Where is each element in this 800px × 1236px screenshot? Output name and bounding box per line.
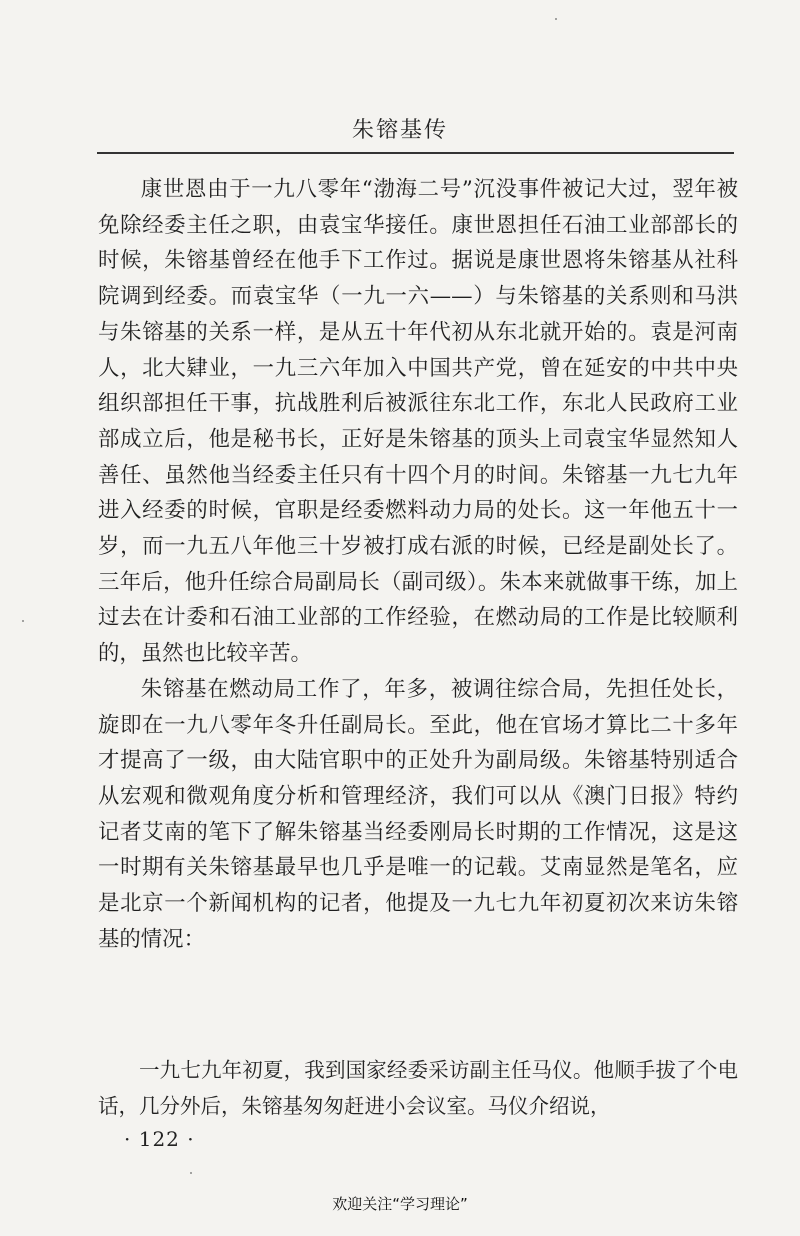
scan-speck (555, 18, 557, 20)
footer-note: 欢迎关注“学习理论” (332, 1195, 468, 1213)
block-quote (98, 1052, 738, 1124)
body-text (98, 172, 738, 957)
header-rule (97, 152, 734, 154)
running-title: 朱镕基传 (351, 118, 448, 143)
paragraph: 康世恩由于一九八零年“渤海二号”沉没事件被记大过，翌年被免除经委主任之职，由袁宝华接任。康世恩担任石油工业部部长的时候，朱镕基曾经在他手下工作过。据说是康世恩将朱镕基从社科院调到经委。而袁宝华（一九一六——）与朱镕基的关系则和马洪与朱镕基的关系一样，是从五十年代初从东北就开始的。袁是河南人，北大肄业，一九三六年加入中国共产党，曾在延安的中共中央组织部担任干事，抗战胜利后被派往东北工作，东北人民政府工业部成立后，他是秘书长，正好是朱镕基的顶头上司袁宝华显然知人善任、虽然他当经委主任只有十四个月的时间。朱镕基一九七九年进入经委的时候，官职是经委燃料动力局的处长。这一年他五十一岁，而一九五八年他三十岁被打成右派的时候，已经是副处长了。三年后，他升任综合局副局长（副司级）。朱本来就做事干练，加上过去在计委和石油工业部的工作经验，在燃动局的工作是比较顺利的，虽然也比较辛苦。 (98, 177, 738, 667)
scan-speck (22, 620, 24, 622)
scan-speck (190, 1172, 192, 1174)
page-number: · 122 · (124, 1127, 195, 1151)
paragraph: 朱镕基在燃动局工作了，年多，被调往综合局，先担任处长，旋即在一九八零年冬升任副局长。至此，他在官场才算比二十多年才提高了一级，由大陆官职中的正处升为副局级。朱镕基特别适合从宏观和微观角度分析和管理经济，我们可以从《澳门日报》特约记者艾南的笔下了解朱镕基当经委刚局长时期的工作情况，这是这一时期有关朱镕基最早也几乎是唯一的记载。艾南显然是笔名，应是北京一个新闻机构的记者，他提及一九七九年初夏初次来访朱镕基的情况： (98, 676, 738, 952)
quote-paragraph: 一九七九年初夏，我到国家经委采访副主任马仪。他顺手拔了个电话，几分外后，朱镕基匆匆赶进小会议室。马仪介绍说， (98, 1058, 738, 1118)
